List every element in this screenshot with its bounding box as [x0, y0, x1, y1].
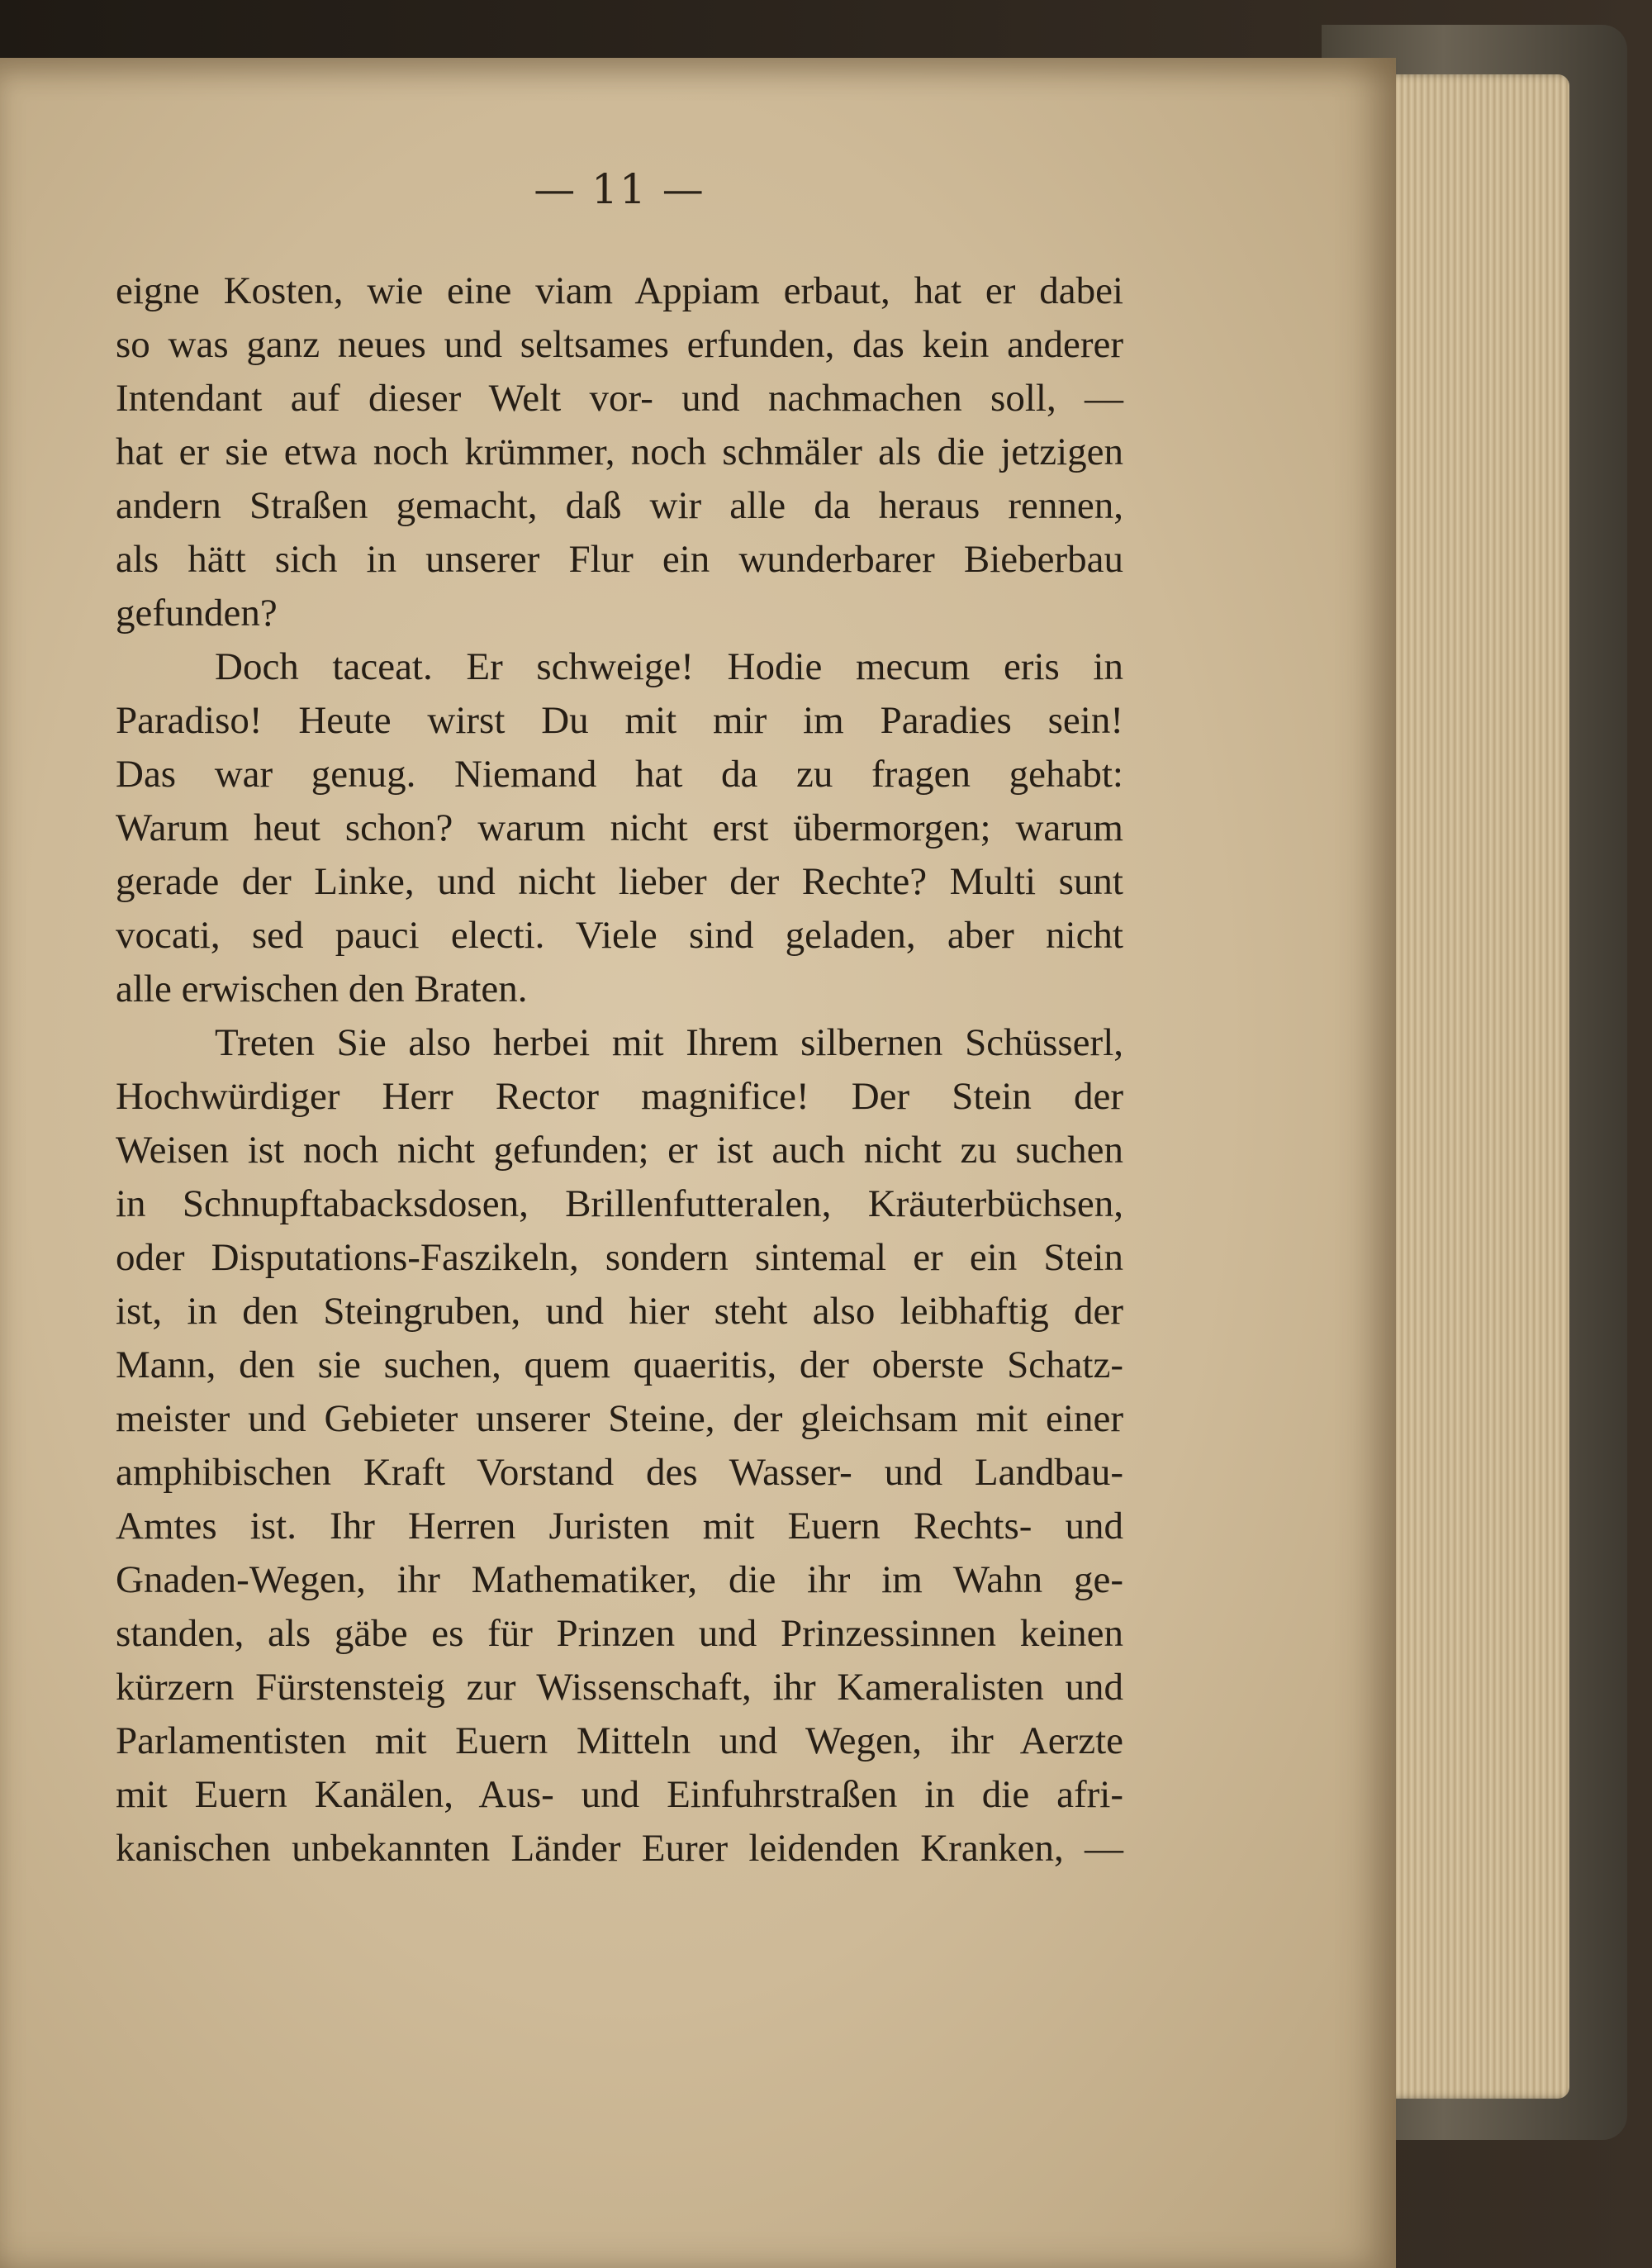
- text-line: meister und Gebieter unserer Steine, der gleichsam mit einer: [116, 1397, 1123, 1440]
- text-line: standen, als gäbe es für Prinzen und Prinzessinnen keinen: [116, 1612, 1123, 1655]
- text-line: Parlamentisten mit Euern Mitteln und Wegen, ihr Aerzte: [116, 1719, 1123, 1762]
- text-line: vocati, sed pauci electi. Viele sind geladen, aber nicht: [116, 914, 1123, 957]
- text-line: Hochwürdiger Herr Rector magnifice! Der Stein der: [116, 1075, 1123, 1118]
- text-line: gefunden?: [116, 592, 278, 635]
- text-line: alle erwischen den Braten.: [116, 968, 528, 1010]
- text-line: hat er sie etwa noch krümmer, noch schmäler als die jetzigen: [116, 430, 1123, 473]
- text-line: Gnaden-Wegen, ihr Mathematiker, die ihr im Wahn ge-: [116, 1558, 1123, 1601]
- body-text: [116, 264, 1123, 1876]
- text-line: als hätt sich in unserer Flur ein wunderbarer Bieberbau: [116, 538, 1123, 581]
- text-line: oder Disputations-Faszikeln, sondern sintemal er ein Stein: [116, 1236, 1123, 1279]
- page-number: — 11 —: [534, 165, 705, 213]
- text-line: kürzern Fürstensteig zur Wissenschaft, ihr Kameralisten und: [116, 1666, 1123, 1709]
- book-page: [0, 58, 1396, 2268]
- text-line: Warum heut schon? warum nicht erst übermorgen; warum: [116, 806, 1123, 849]
- text-line: so was ganz neues und seltsames erfunden, das kein anderer: [116, 323, 1123, 366]
- text-line: ist, in den Steingruben, und hier steht also leibhaftig der: [116, 1290, 1123, 1333]
- text-line: Doch taceat. Er schweige! Hodie mecum eris in: [215, 645, 1123, 688]
- text-line: gerade der Linke, und nicht lieber der Rechte? Multi sunt: [116, 860, 1123, 903]
- text-line: amphibischen Kraft Vorstand des Wasser- und Landbau-: [116, 1451, 1123, 1494]
- page-edges: [1371, 74, 1569, 2099]
- text-line: Mann, den sie suchen, quem quaeritis, der oberste Schatz-: [116, 1343, 1123, 1386]
- text-line: Amtes ist. Ihr Herren Juristen mit Euern Rechts- und: [116, 1505, 1123, 1548]
- text-line: eigne Kosten, wie eine viam Appiam erbaut, hat er dabei: [116, 269, 1123, 312]
- text-line: Das war genug. Niemand hat da zu fragen gehabt:: [116, 753, 1123, 796]
- text-line: Weisen ist noch nicht gefunden; er ist auch nicht zu suchen: [116, 1129, 1123, 1172]
- text-line: kanischen unbekannten Länder Eurer leidenden Kranken, —: [116, 1827, 1123, 1870]
- text-line: Treten Sie also herbei mit Ihrem silbernen Schüsserl,: [215, 1021, 1123, 1064]
- text-line: Intendant auf dieser Welt vor- und nachmachen soll, —: [116, 377, 1123, 420]
- text-line: Paradiso! Heute wirst Du mit mir im Paradies sein!: [116, 699, 1123, 742]
- text-line: mit Euern Kanälen, Aus- und Einfuhrstraßen in die afri-: [116, 1773, 1123, 1816]
- text-line: andern Straßen gemacht, daß wir alle da heraus rennen,: [116, 484, 1123, 527]
- text-line: in Schnupftabacksdosen, Brillenfutteralen, Kräuterbüchsen,: [116, 1182, 1123, 1225]
